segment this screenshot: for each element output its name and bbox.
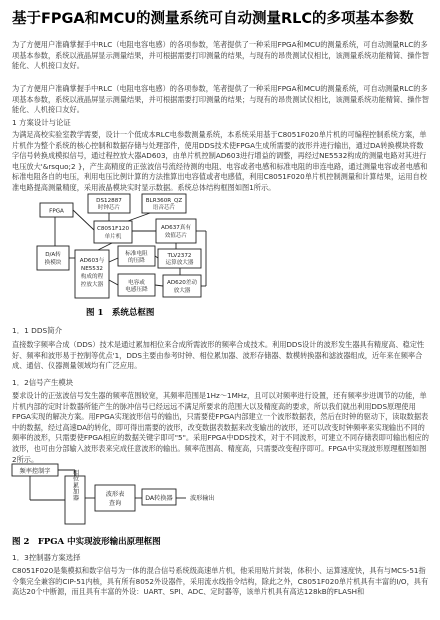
section-heading-1: 1 方案设计与论证 (12, 118, 71, 127)
da-converter-block (142, 489, 176, 505)
section-1-3-paragraph: C8051F020是集模拟和数字信号为一体的混合信号系统级高速单片机，他采用贴片封装，体积小、运算速度快，具有与MCS-51指令集完全兼容的CIP-51内核，具有所有8052外设器件，采用流水线指令结构，除此之外，C8051F020单片机具有丰富的I/O，具有高达20个中断源，而且具有丰富的外设：UART、SPI、ADC、定时器等，该单片机具有高达128kB的FLASH和 (12, 566, 429, 597)
section-1-1-paragraph: 直接数字频率合成（DDS）技术是通过累加相位来合成所需波形的频率合成技术。利用DDS设计的波形发生器具有精度高、稳定性好、频率和波形易于控制等优点'1，DDS主要由参考时钟、相位累加器、波形存储器、数模转换器和滤波器组成，近年来在频率合成、通信、仪器测量领域均有广泛应用。 (12, 340, 425, 371)
ad603-label-4: 控放大器 (80, 282, 104, 288)
mcu-label-2: 单片机 (104, 234, 122, 240)
tlv2372-block (158, 249, 201, 268)
ad603-label-3: 构成的程 (80, 274, 104, 280)
ad620-label-2: 放大器 (173, 288, 191, 294)
voice-label-2: 语音芯片 (152, 205, 176, 211)
figure-1-caption: 图 1 系统总框图 (86, 308, 155, 318)
fpga-block (40, 203, 73, 217)
article-title: 基于FPGA和MCU的测量系统可自动测量RLC的多项基本参数 (12, 11, 414, 27)
ds12887-block (88, 194, 130, 213)
ad603-label-2: NE5532 (81, 266, 103, 272)
ad603-block (75, 250, 109, 298)
ad620-label-1: AD620差动 (167, 280, 197, 286)
cap-ind-block (118, 274, 155, 296)
ds12887-label-2: 时钟芯片 (97, 205, 121, 211)
tlv-label-2: 运算放大器 (165, 260, 194, 266)
intro-paragraph-2: 为了方便用户准确掌握手中RLC（电阻电容电感）的各项参数，笔者提供了一种采用FPGA和MCU的测量系统，可自动测量RLC的多项基本参数，系统以液晶屏显示测量结果，并可根据需要打印测量的结果；与现有的昂贵测试仪相比，该测量系统功能精简、操作智能化、人机接口友好。 (12, 84, 429, 115)
section-heading-1-1: 1．1 DDS简介 (12, 326, 62, 335)
da-converter-label: DA转换器 (145, 495, 173, 502)
std-label-2: 的压降 (128, 258, 145, 264)
ad637-label-2: 效值芯片 (164, 233, 188, 239)
wave-table-label-1: 波形表 (105, 491, 125, 498)
fpga-label: FPGA (49, 208, 64, 215)
ad637-label-1: AD637真有 (161, 225, 191, 231)
wave-output-label: 波形输出 (190, 495, 215, 502)
intro-paragraph-1: 为了方便用户准确掌握手中RLC（电阻电容电感）的各项参数，笔者提供了一种采用FPGA和MCU的测量系统，可自动测量RLC的多项基本参数，系统以液晶屏显示测量结果，并可根据需要打印测量的结果，与现有的昂贵测试仪相比，该测量系统功能精简、操作智能化、人机接口友好。 (12, 40, 429, 71)
phase-accumulator-block (65, 476, 85, 524)
section-heading-1-2: 1．2信号产生模块 (12, 378, 74, 387)
voice-chip-block (142, 194, 186, 213)
freq-control-label: 频率控制字 (19, 468, 51, 475)
cr-label-2: 电感压降 (125, 287, 148, 293)
tlv-label-1: TLV2372 (167, 253, 192, 259)
voice-label-1: BLR360R_QZ (145, 198, 183, 204)
freq-control-block (12, 464, 58, 476)
mcu-label-1: C8051F120 (96, 226, 130, 232)
section-1-2-paragraph: 要求设计的正弦波信号发生器的频率范围较宽，其频率范围是1Hz～1MHz，且可以对频率进行设置，还有频率步进调节的功能，单片机内部的定时计数器所能产生的脉冲信号已经远远不满足所要求的范围大以及精度高的要求，所以我们就出利用DDS原理使用FPGA实现的解决方案。用FPGA实现波形信号的输出，只需要使FPGA内部建立一个波形数据表，然后在时钟的驱动下，读取数据表中的数据，经过高速DA的转化，即可得出需要的波形，改变数据表数据来改变输出的波形，还可以改变时钟频率来实现输出不同的频率的波形，只需要使FPGA相应的数据关键字即可"5"。采用FPGA中DDS技术，对于不同波形，可建立不同存储表即可输出相应的波形，也可由分部输入波形表来完成任意波形的输出。频率范围高、精度高，只需要改变程序即可。FPGA中实现波形原理框图如图2所示。 (12, 391, 429, 464)
ad620-block (163, 275, 201, 297)
std-resistor-block (118, 246, 155, 266)
cr-label-1: 电容或 (128, 280, 145, 286)
da-label-2: 换模块 (44, 260, 62, 266)
da-block (37, 246, 69, 270)
section-heading-1-3: 1．3控制器方案选择 (12, 553, 81, 562)
mcu-block (94, 221, 132, 243)
da-label-1: D/A转 (45, 252, 61, 258)
std-label-1: 标准电阻 (125, 251, 148, 257)
phase-accumulator-label: 相位累加器 (71, 469, 79, 501)
ad637-block (156, 219, 196, 243)
ad603-label-1: AD603与 (79, 258, 105, 264)
wave-table-block (95, 485, 135, 511)
figure-2-caption: 图 2 FPGA 中实现波形输出原理框图 (12, 537, 161, 547)
section-1-paragraph: 为满足高校实验室教学需要，设计一个低成本RLC电参数测量系统，本系统采用基于C8051F020单片机的可编程控制系统方案，单片机作为整个系统的核心控制和数据存储与处理部件，使用DDS技术使FPGA生成所需要的波形并进行输出，通过DA转换模块将数字信号转换成模拟信号，通过程控放大器AD603，由单片机控制AD603进行增益的调整，再经过NE5532构成的测量电路对其进行电压放大'&rsquo;2 }，产生高精度的正弦波信号流经待测的电阻、电容或者电感和标准电阻的串连电路，通过测量电容或者电感和标准电阻各自的电压，利用电压比例计算的方法推算出电容值或者电感值，利用C8051F020单片机控制测量和计算结果，运用自校准电路提高测量精度，采用液晶模块实时显示数据。系统总体结构框图如图1所示。 (12, 130, 428, 192)
wave-table-label-2: 查询 (108, 500, 122, 507)
ds12887-label-1: DS12887 (96, 198, 122, 204)
